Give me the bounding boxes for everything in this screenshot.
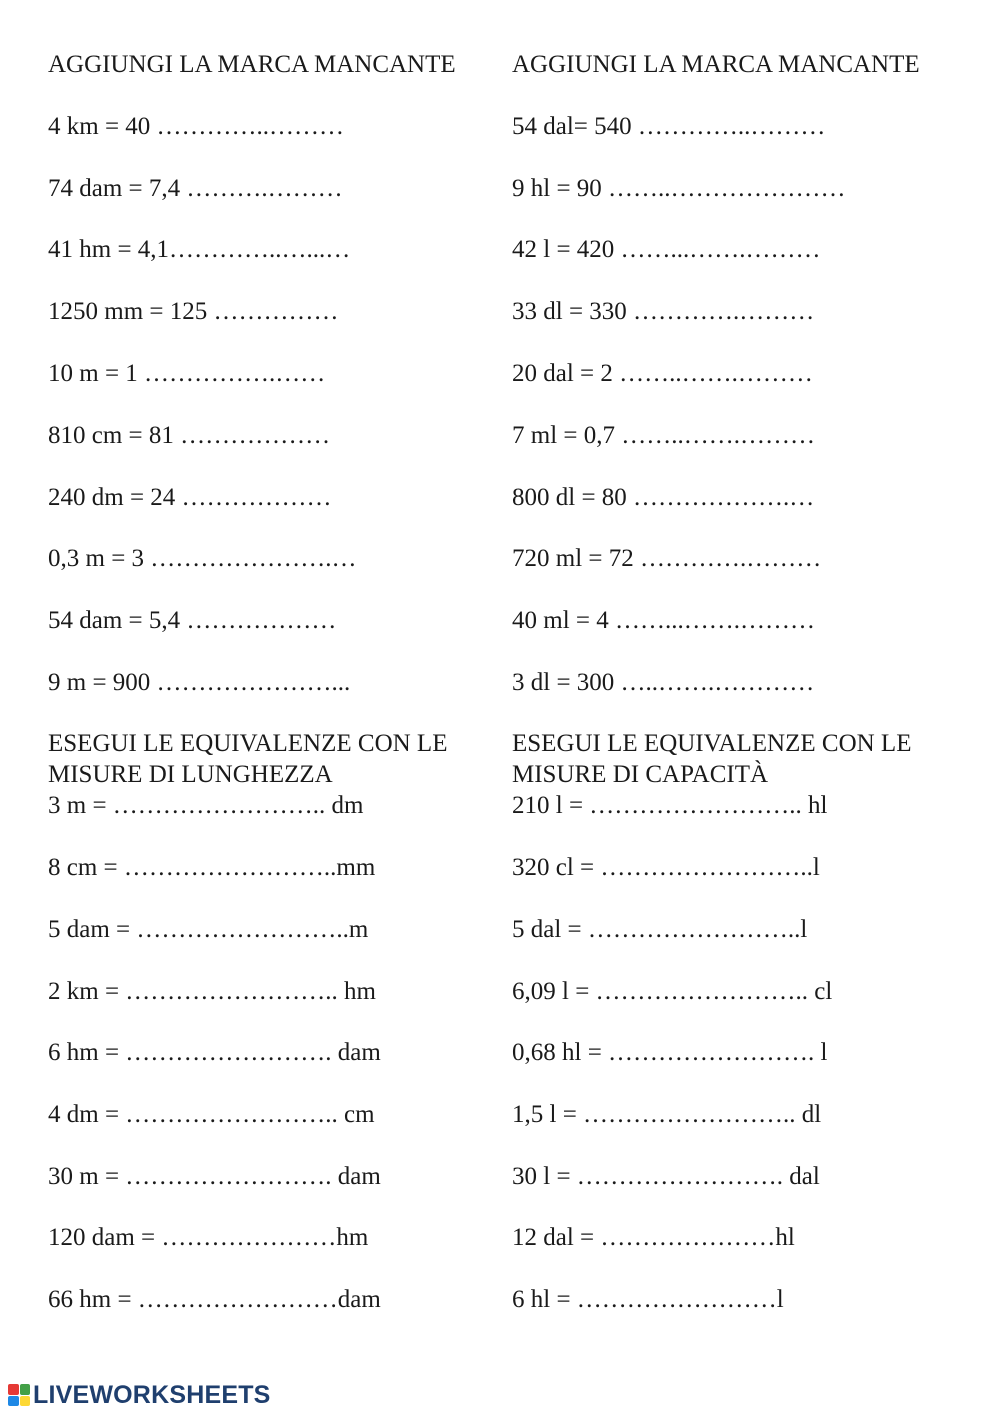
liveworksheets-logo <box>8 1381 271 1409</box>
right-equivalence-line: 6,09 l = …………………….. cl <box>512 978 833 1005</box>
right-equivalence-line: 6 hl = ……………………l <box>512 1286 784 1313</box>
left-exercise-line: 1250 mm = 125 …………… <box>48 298 339 325</box>
right-exercise-line: 9 hl = 90 ……..………………… <box>512 175 846 202</box>
left-equivalence-line: 4 dm = …………………….. cm <box>48 1101 375 1128</box>
left-equivalence-line: 6 hm = ……………………. dam <box>48 1039 381 1066</box>
right-equivalence-line: 0,68 hl = ……………………. l <box>512 1039 828 1066</box>
logo-square-green <box>20 1384 31 1395</box>
right-exercise-line: 54 dal= 540 …………..……… <box>512 113 826 140</box>
right-equivalence-line: 5 dal = ……………………..l <box>512 916 808 943</box>
left-equivalence-line: 30 m = ……………………. dam <box>48 1163 381 1190</box>
left-exercise-line: 9 m = 900 …………………... <box>48 669 351 696</box>
left-equivalence-line: 5 dam = ……………………..m <box>48 916 369 943</box>
right-exercise-line: 800 dl = 80 ……………….… <box>512 484 815 511</box>
liveworksheets-logo-icon <box>8 1384 30 1406</box>
left-exercise-line: 41 hm = 4,1…………..…...… <box>48 236 351 263</box>
left-heading-missing-unit: AGGIUNGI LA MARCA MANCANTE <box>48 51 456 78</box>
right-exercise-line: 33 dl = 330 ………….……… <box>512 298 815 325</box>
right-exercise-line: 40 ml = 4 ……...…….……… <box>512 607 815 634</box>
right-equivalence-line: 12 dal = …………………hl <box>512 1224 795 1251</box>
left-exercise-line: 240 dm = 24 ……………… <box>48 484 332 511</box>
right-equivalence-line: 30 l = ……………………. dal <box>512 1163 820 1190</box>
right-equivalence-line: 210 l = …………………….. hl <box>512 792 828 819</box>
left-equivalence-line: 8 cm = ……………………..mm <box>48 854 376 881</box>
right-exercise-line: 20 dal = 2 ……..…….……… <box>512 360 813 387</box>
left-equivalence-line: 66 hm = ……………………dam <box>48 1286 381 1313</box>
left-equivalence-line: 120 dam = …………………hm <box>48 1224 369 1251</box>
left-exercise-line: 810 cm = 81 ……………… <box>48 422 331 449</box>
right-equivalence-line: 1,5 l = …………………….. dl <box>512 1101 822 1128</box>
right-exercise-line: 720 ml = 72 ………….……… <box>512 545 822 572</box>
left-exercise-line: 4 km = 40 …………..……… <box>48 113 345 140</box>
left-exercise-line: 10 m = 1 …………….…… <box>48 360 326 387</box>
left-exercise-line: 74 dam = 7,4 ……….……… <box>48 175 343 202</box>
right-exercise-line: 7 ml = 0,7 ……..…….……… <box>512 422 815 449</box>
right-heading-capacity-equivalences: ESEGUI LE EQUIVALENZE CON LE MISURE DI CAPACITÀ <box>512 730 912 788</box>
left-equivalence-line: 3 m = …………………….. dm <box>48 792 364 819</box>
left-equivalence-line: 2 km = …………………….. hm <box>48 978 376 1005</box>
right-exercise-line: 3 dl = 300 …..…….………… <box>512 669 815 696</box>
left-heading-length-equivalences: ESEGUI LE EQUIVALENZE CON LE MISURE DI LUNGHEZZA <box>48 730 448 788</box>
logo-square-blue <box>8 1396 19 1407</box>
logo-square-red <box>8 1384 19 1395</box>
right-equivalence-line: 320 cl = ……………………..l <box>512 854 820 881</box>
logo-square-yellow <box>20 1396 31 1407</box>
left-exercise-line: 54 dam = 5,4 ……………… <box>48 607 337 634</box>
right-heading-missing-unit: AGGIUNGI LA MARCA MANCANTE <box>512 51 920 78</box>
brand-name: LIVEWORKSHEETS <box>33 1380 271 1409</box>
left-exercise-line: 0,3 m = 3 ………………….… <box>48 545 357 572</box>
right-exercise-line: 42 l = 420 ……...…….……… <box>512 236 821 263</box>
